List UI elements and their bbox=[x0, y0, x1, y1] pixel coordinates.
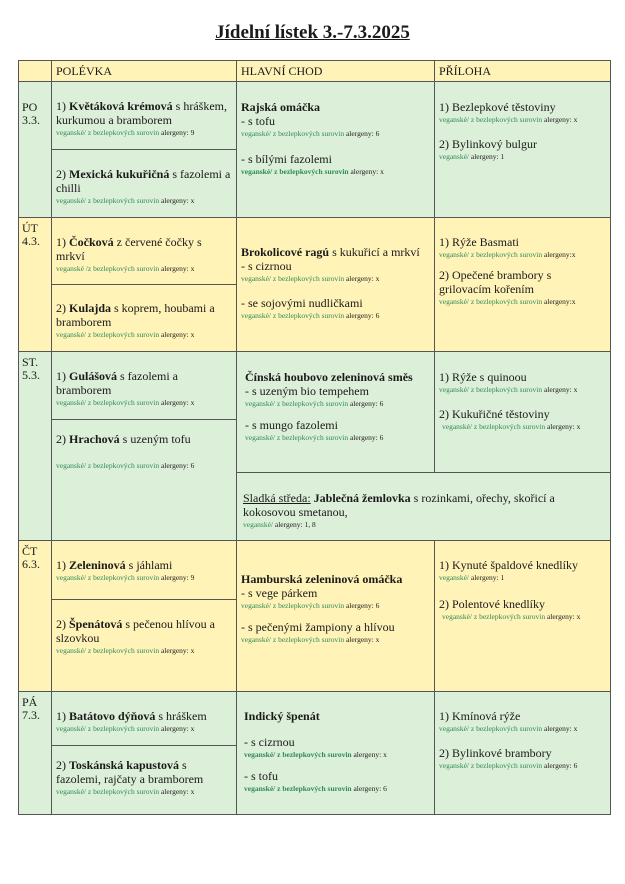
soup-2: 2) Špenátová s pečenou hlívou a slzovkou veganské/ z bezlepkových surovin alergeny: x bbox=[52, 600, 237, 692]
main-dish: Indický špenát - s cizrnou veganské/ z bezlepkových surovin alergeny: x - s tofu veganské/ z bezlepkových surovin alergeny: 6 bbox=[237, 692, 435, 815]
soup-2: 2) Kulajda s koprem, houbami a bramborem veganské/ z bezlepkových surovin alergeny: x bbox=[52, 285, 237, 352]
day-cell: ST. 5.3. bbox=[19, 352, 52, 541]
soup-2: 2) Hrachová s uzeným tofu veganské/ z bezlepkových surovin alergeny: 6 bbox=[52, 420, 237, 541]
side-dish: 1) Rýže s quinoou veganské/ z bezlepkových surovin alergeny: x 2) Kukuřičné těstoviny veganské/ z bezlepkových surovin alergeny: x bbox=[435, 352, 611, 473]
soup-1: 1) Gulášová s fazolemi a bramborem veganské/ z bezlepkových surovin alergeny: x bbox=[52, 352, 237, 420]
thursday-row-1 bbox=[19, 541, 611, 600]
day-cell: PO 3.3. bbox=[19, 82, 52, 218]
soup-2: 2) Toskánská kapustová s fazolemi, rajčaty a bramborem veganské/ z bezlepkových surovin alergeny: x bbox=[52, 746, 237, 815]
wednesday-row-1 bbox=[19, 352, 611, 420]
soup-1: 1) Čočková z červené čočky s mrkví veganské /z bezlepkových surovin alergeny: x bbox=[52, 218, 237, 285]
monday-row-1 bbox=[19, 82, 611, 150]
main-dish: Rajská omáčka - s tofu veganské/ z bezlepkových surovin alergeny: 6 - s bílými fazolemi veganské/ z bezlepkových surovin alergeny: x bbox=[237, 82, 435, 218]
main-dish: Brokolicové ragú s kukuřicí a mrkví - s cizrnou veganské/ z bezlepkových surovin alergeny: x - se sojovými nudličkami veganské/ z bezlepkových surovin alergeny: 6 bbox=[237, 218, 435, 352]
menu-title: Jídelní lístek 3.-7.3.2025 bbox=[215, 22, 410, 43]
side-dish: 1) Kynuté špaldové knedlíky veganské/ alergeny: 1 2) Polentové knedlíky veganské/ z bezlepkových surovin alergeny: x bbox=[435, 541, 611, 692]
side-dish: 1) Kmínová rýže veganské/ z bezlepkových surovin alergeny: x 2) Bylinkové brambory veganské/ z bezlepkových surovin alergeny: 6 bbox=[435, 692, 611, 815]
side-dish: 1) Bezlepkové těstoviny veganské/ z bezlepkových surovin alergeny: x 2) Bylinkový bulgur veganské/ alergeny: 1 bbox=[435, 82, 611, 218]
soup-1: 1) Zeleninová s jáhlami veganské/ z bezlepkových surovin alergeny: 9 bbox=[52, 541, 237, 600]
day-cell: ÚT 4.3. bbox=[19, 218, 52, 352]
menu-table bbox=[18, 60, 611, 815]
side-dish: 1) Rýže Basmati veganské/ z bezlepkových surovin alergeny:x 2) Opečené brambory s grilovacím kořením veganské/ z bezlepkových surovin alergeny:x bbox=[435, 218, 611, 352]
header-row bbox=[19, 61, 611, 82]
day-cell: ČT 6.3. bbox=[19, 541, 52, 692]
main-dish: Čínská houbovo zeleninová směs - s uzeným bio tempehem veganské/ z bezlepkových surovin alergeny: 6 - s mungo fazolemi veganské/ z bezlepkových surovin alergeny: 6 bbox=[237, 352, 435, 473]
header-day bbox=[19, 61, 52, 82]
day-cell: PÁ 7.3. bbox=[19, 692, 52, 815]
soup-1: 1) Batátovo dýňová s hráškem veganské/ z bezlepkových surovin alergeny: x bbox=[52, 692, 237, 746]
header-soup: POLÉVKA bbox=[52, 61, 237, 82]
main-dish: Hamburská zeleninová omáčka - s vege párkem veganské/ z bezlepkových surovin alergeny: 6 - s pečenými žampiony a hlívou veganské/ z bezlepkových surovin alergeny: x bbox=[237, 541, 435, 692]
header-main: HLAVNÍ CHOD bbox=[237, 61, 435, 82]
soup-1: 1) Květáková krémová s hráškem, kurkumou a bramborem veganské/ z bezlepkových surovin alergeny: 9 bbox=[52, 82, 237, 150]
soup-2: 2) Mexická kukuřičná s fazolemi a chilli veganské/ z bezlepkových surovin alergeny: x bbox=[52, 150, 237, 218]
tuesday-row-1 bbox=[19, 218, 611, 285]
sweet-wednesday: Sladká středa: Jablečná žemlovka s rozinkami, ořechy, skořicí a kokosovou smetanou, veganské/ alergeny: 1, 8 bbox=[237, 473, 611, 541]
header-side: PŘÍLOHA bbox=[435, 61, 611, 82]
friday-row-1 bbox=[19, 692, 611, 746]
